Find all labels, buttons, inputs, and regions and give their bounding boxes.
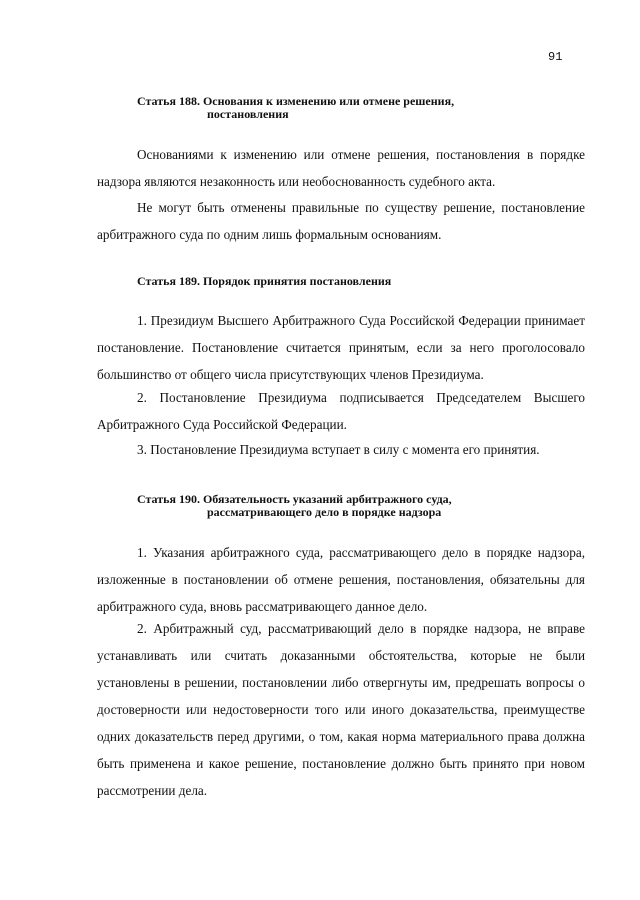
article-190-paragraph-1: 1. Указания арбитражного суда, рассматривающего дело в порядке надзора, изложенные в постановлении об отмене решения, постановления, обязательны для арбитражного суда, вновь рассматривающего данное дело. — [97, 545, 585, 614]
article-189-heading — [137, 275, 391, 288]
article-190-heading-line1: Статья 190. Обязательность указаний арбитражного суда, — [137, 492, 452, 506]
article-188-paragraph-2: Не могут быть отменены правильные по существу решение, постановление арбитражного суда по одним лишь формальным основаниям. — [97, 200, 585, 242]
article-188-heading-line1: Статья 188. Основания к изменению или отмене решения, — [137, 94, 455, 108]
article-190-paragraph-2: 2. Арбитражный суд, рассматривающий дело в порядке надзора, не вправе устанавливать или считать доказанными обстоятельства, которые не были установлены в решении, постановлении либо отвергнуты им, предрешать вопросы о достоверности или недостоверности того или иного доказательства, преимуществе одних доказательств перед другими, о том, какая норма материального права должна быть применена и какое решение, постановление должно быть принято при новом рассмотрении дела. — [97, 621, 585, 798]
article-189-heading-line1: Статья 189. Порядок принятия постановления — [137, 274, 392, 288]
article-188-heading-line2: постановления — [207, 107, 289, 121]
article-190-heading — [137, 493, 452, 519]
article-189-paragraph-1: 1. Президиум Высшего Арбитражного Суда Российской Федерации принимает постановление. Постановление считается принятым, если за него проголосовало большинство от общего числа присутствующих членов Президиума. — [97, 313, 585, 382]
article-188-paragraph-1: Основаниями к изменению или отмене решения, постановления в порядке надзора являются незаконность или необоснованность судебного акта. — [97, 147, 585, 189]
article-189-paragraph-3: 3. Постановление Президиума вступает в силу с момента его принятия. — [137, 442, 540, 457]
article-189-paragraph-2: 2. Постановление Президиума подписывается Председателем Высшего Арбитражного Суда Российской Федерации. — [97, 390, 585, 432]
article-188-heading — [137, 95, 454, 121]
page-number: 91 — [548, 50, 563, 64]
article-190-heading-line2: рассматривающего дело в порядке надзора — [207, 505, 442, 519]
